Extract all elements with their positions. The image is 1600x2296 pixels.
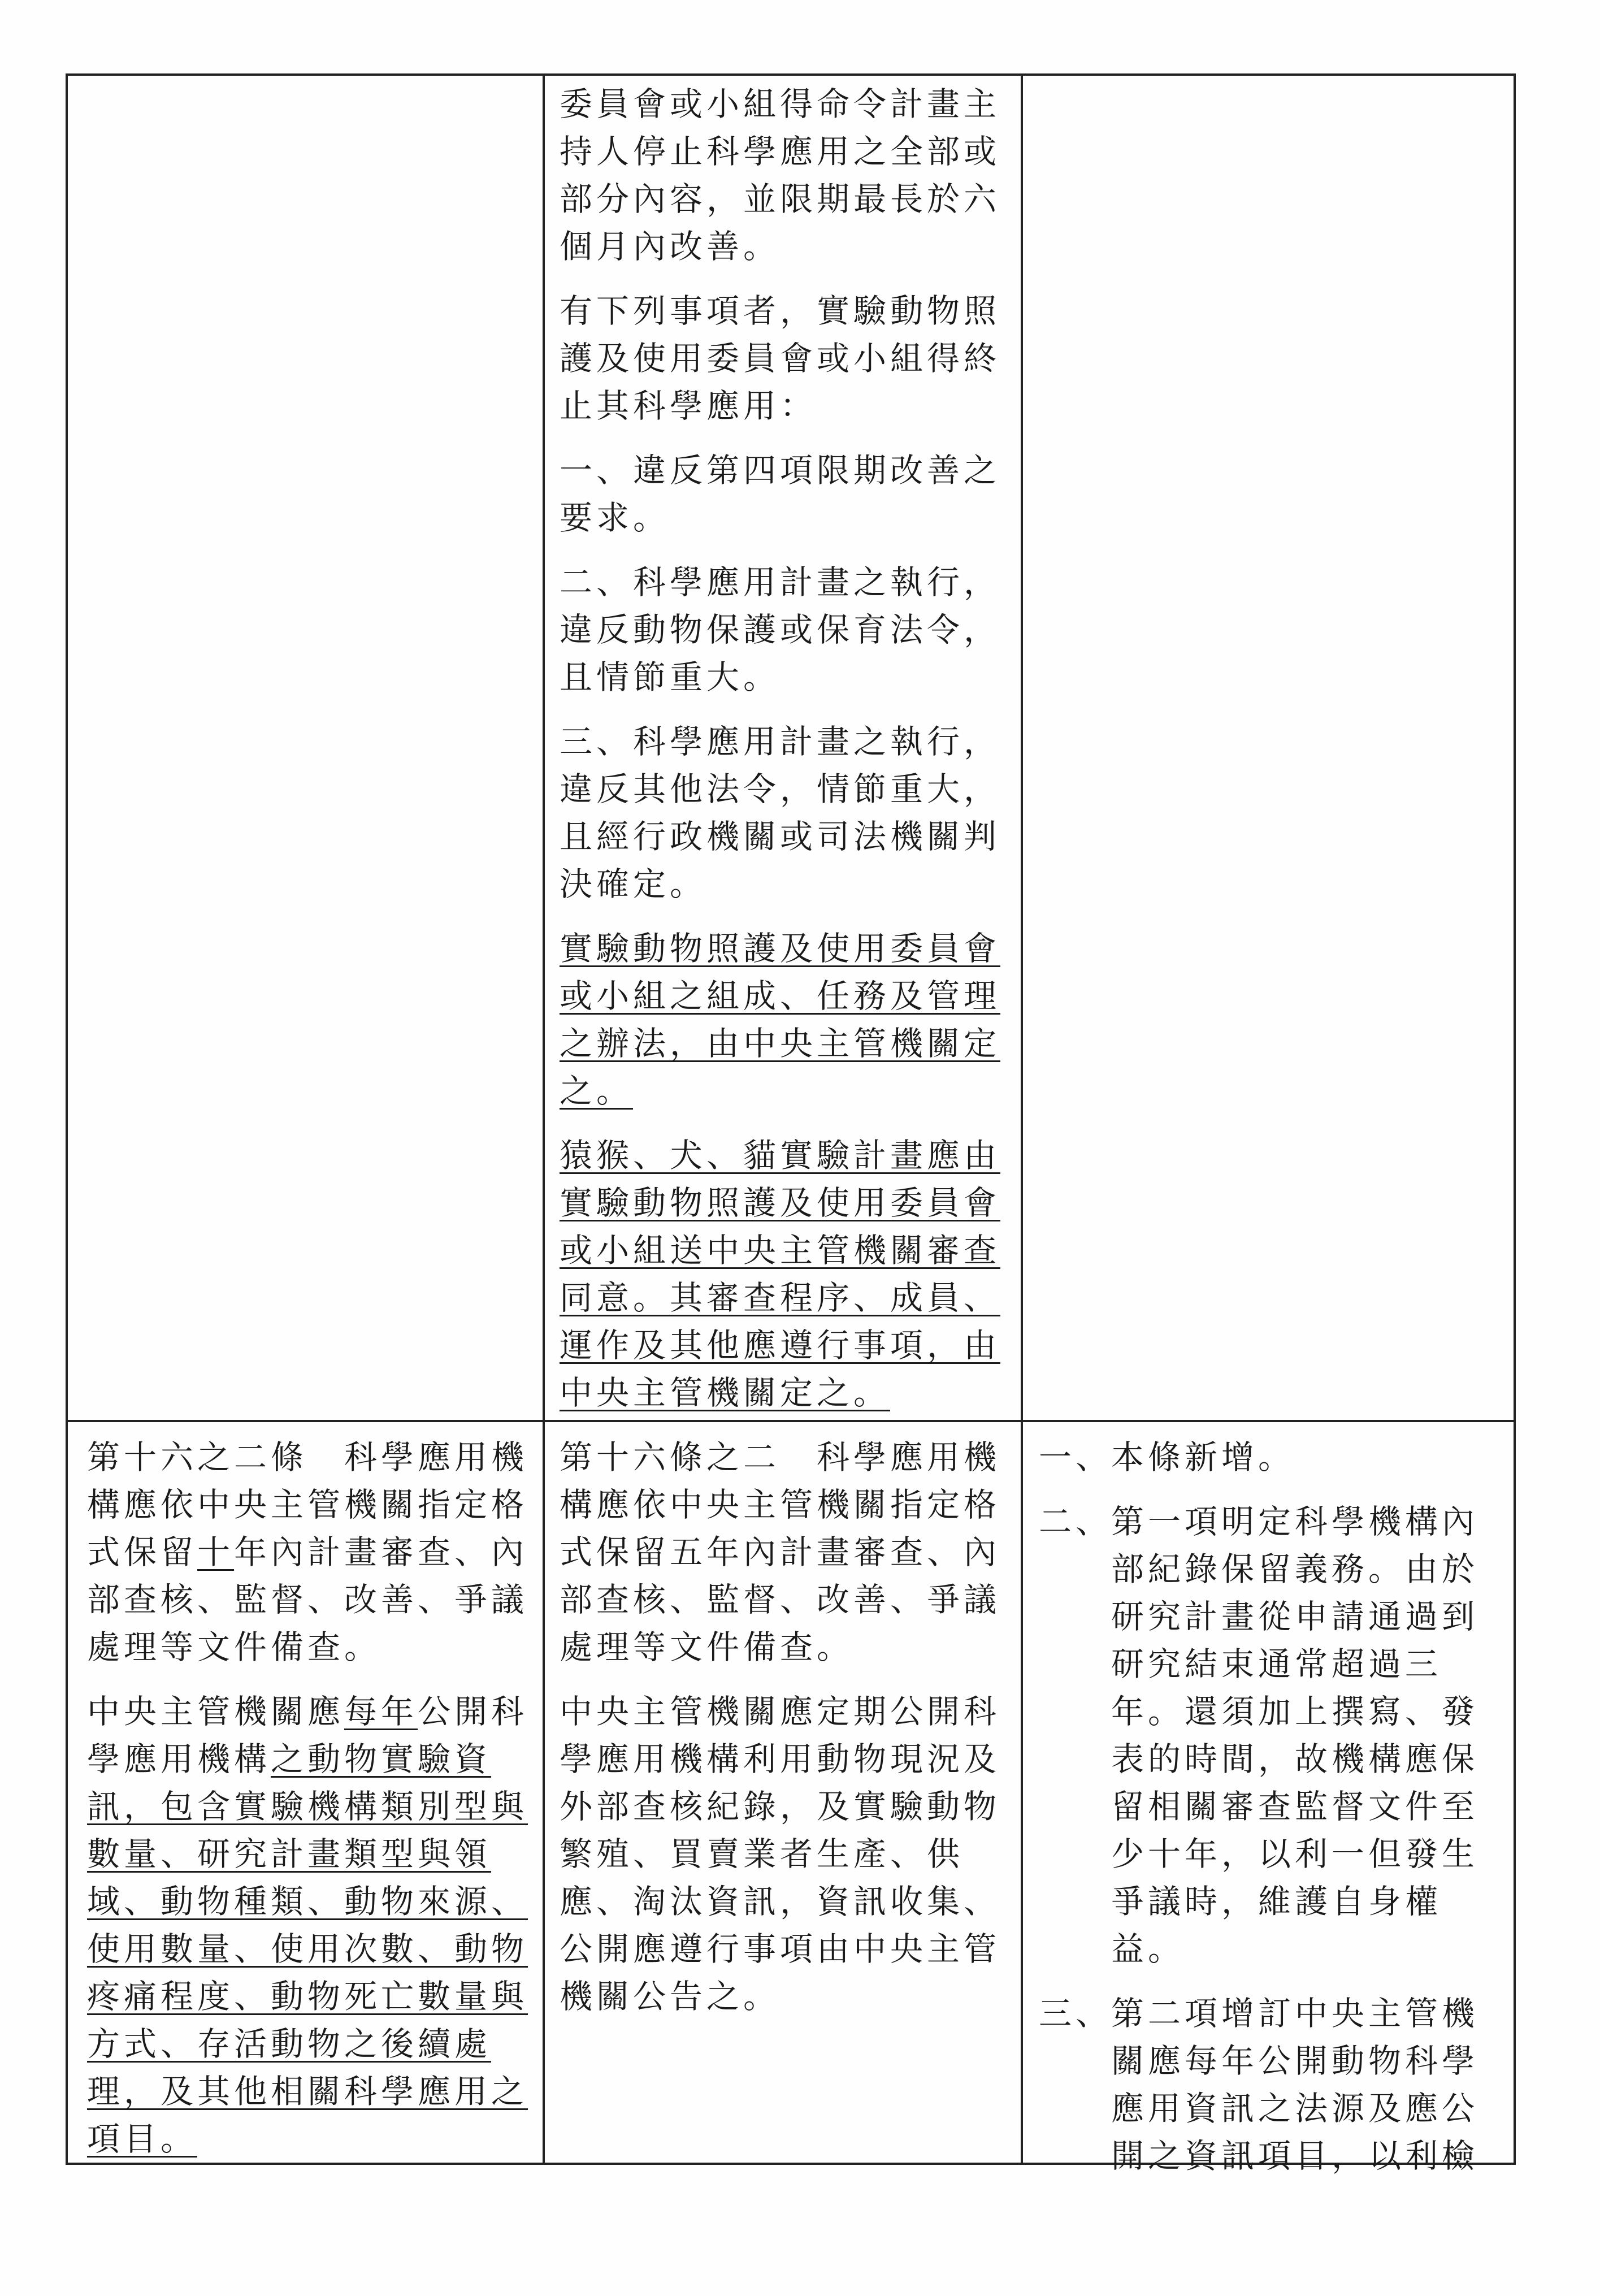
paragraph: 有下列事項者，實驗動物照護及使用委員會或小組得終止其科學應用： xyxy=(560,292,1001,425)
top-left-cell xyxy=(70,76,543,1420)
underlined-paragraph xyxy=(560,925,1001,1115)
amended-article-para-1: 第十六之二條 科學應用機構應依中央主管機關指定格式保留十年內計畫審查、內部查核、監督、改善、爭議處理等文件備查。 xyxy=(87,1438,528,1666)
underlined-text: 之動物實驗資訊，包含實驗機構類別型與數量、研究計畫類型與領域、動物種類、動物來源、使用數量、使用次數、動物疼痛程度、動物死亡數量與方式、存活動物之後續處理，及其他相關科學應用之項目。 xyxy=(87,1740,528,2158)
underlined-text: 實驗動物照護及使用委員會或小組之組成、任務及管理之辦法，由中央主管機關定之。 xyxy=(560,929,1001,1110)
underlined-text: 猿猴、犬、貓實驗計畫應由實驗動物照護及使用委員會或小組送中央主管機關審查同意。其審查程序、成員、運作及其他應遵行事項，由中央主管機關定之。 xyxy=(560,1136,1001,1412)
underlined-paragraph xyxy=(560,1132,1001,1416)
top-middle-cell xyxy=(546,80,1016,1420)
explanation-item: 二、 第一項明定科學機構內部紀錄保留義務。由於研究計畫從申請通過到研究結束通常超過三年。還須加上撰寫、發表的時間，故機構應保留相關審查監督文件至少十年，以利一但發生爭議時，維護自身權益。 xyxy=(1039,1502,1479,1968)
column-divider-1 xyxy=(543,76,545,2163)
top-right-cell xyxy=(1024,76,1516,1420)
paragraph: 二、科學應用計畫之執行，違反動物保護或保育法令，且情節重大。 xyxy=(560,563,1001,696)
bottom-middle-cell xyxy=(546,1433,1016,2163)
underlined-text: 每年 xyxy=(344,1692,418,1731)
bottom-right-cell xyxy=(1024,1433,1514,2175)
paragraph: 委員會或小組得命令計畫主持人停止科學應用之全部或部分內容，並限期最長於六個月內改善。 xyxy=(560,85,1001,266)
explanation-item: 三、 第二項增訂中央主管機關應每年公開動物科學應用資訊之法源及應公開之資訊項目，以利檢 xyxy=(1039,1994,1479,2175)
explanation-item: 一、 本條新增。 xyxy=(1039,1438,1295,1476)
current-article-para-2: 中央主管機關應定期公開科學應用機構利用動物現況及外部查核紀錄，及實驗動物繁殖、買賣業者生產、供應、淘汰資訊，資訊收集、公開應遵行事項由中央主管機關公告之。 xyxy=(560,1692,1001,2016)
current-article-para-1: 第十六條之二 科學應用機構應依中央主管機關指定格式保留五年內計畫審查、內部查核、監督、改善、爭議處理等文件備查。 xyxy=(560,1438,1001,1666)
amended-article-para-2: 中央主管機關應每年公開科學應用機構之動物實驗資訊，包含實驗機構類別型與數量、研究計畫類型與領域、動物種類、動物來源、使用數量、使用次數、動物疼痛程度、動物死亡數量與方式、存活動物之後續處理，及其他相關科學應用之項目。 xyxy=(87,1692,528,2158)
row-divider xyxy=(68,1420,1514,1422)
column-divider-2 xyxy=(1021,76,1023,2163)
paragraph: 三、科學應用計畫之執行，違反其他法令，情節重大，且經行政機關或司法機關判決確定。 xyxy=(560,722,1001,903)
comparison-table xyxy=(66,73,1516,2175)
paragraph: 一、違反第四項限期改善之要求。 xyxy=(560,451,1001,537)
underlined-text: 十 xyxy=(197,1533,235,1571)
bottom-left-cell xyxy=(70,1433,543,2163)
